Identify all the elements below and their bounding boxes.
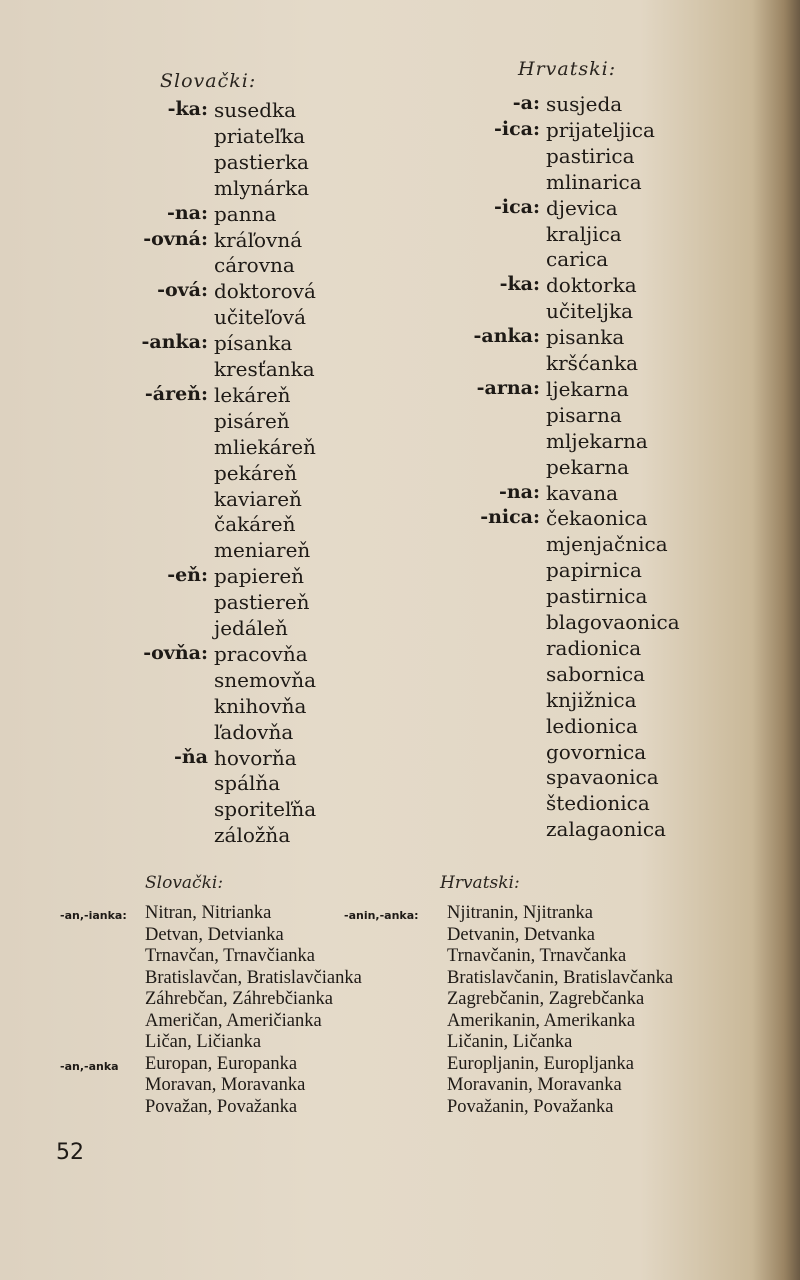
slovak-word: meniareň bbox=[214, 538, 311, 563]
croatian-suffix: -anka: bbox=[473, 325, 540, 348]
croatian-word: učiteljka bbox=[546, 299, 633, 324]
croatian-word: mlinarica bbox=[546, 169, 642, 194]
slovak-word: Detvan, Detvianka bbox=[145, 924, 284, 945]
croatian-word: papirnica bbox=[546, 558, 642, 583]
slovak-word: Ličan, Ličianka bbox=[145, 1032, 262, 1052]
croatian-word: pekarna bbox=[546, 454, 630, 479]
slovak-word: Záhrebčan, Záhrebčianka bbox=[145, 989, 333, 1009]
croatian-word: sabornica bbox=[546, 661, 645, 686]
slovak-suffix: -ka: bbox=[167, 98, 208, 120]
slovak-suffix: -an,-ianka: bbox=[60, 909, 127, 922]
croatian-word: mljekarna bbox=[546, 428, 648, 453]
slovak-word: záložňa bbox=[214, 823, 291, 848]
slovak-suffix: -áreň: bbox=[144, 382, 208, 405]
page-number: 52 bbox=[56, 1140, 84, 1165]
croatian-suffix: -na: bbox=[498, 480, 540, 503]
croatian-word: susjeda bbox=[546, 92, 623, 116]
slovak-word: Nitran, Nitrianka bbox=[145, 903, 272, 923]
slovak-suffix: -na: bbox=[166, 201, 208, 224]
slovak-word: cárovna bbox=[214, 253, 295, 278]
slovak-word: snemovňa bbox=[214, 667, 317, 692]
slovak-word: knihovňa bbox=[214, 693, 307, 718]
croatian-word: govornica bbox=[546, 739, 647, 764]
slovak-word: pekáreň bbox=[214, 460, 297, 485]
croatian-suffix: -arna: bbox=[476, 376, 540, 399]
slovak-word: Američan, Američianka bbox=[145, 1010, 322, 1031]
croatian-word: kraljica bbox=[546, 221, 622, 246]
slovak-word: sporiteľňa bbox=[214, 797, 317, 822]
croatian-word: štedionica bbox=[546, 791, 650, 816]
table1-left-title: Slovački: bbox=[160, 70, 257, 92]
slovak-suffix: -ňa bbox=[173, 745, 208, 768]
croatian-word: zalagaonica bbox=[546, 817, 666, 842]
slovak-word: Považan, Považanka bbox=[145, 1096, 298, 1117]
slovak-word: mlynárka bbox=[214, 175, 310, 200]
table2-left-title: Slovački: bbox=[145, 873, 224, 893]
croatian-word: Bratislavčanin, Bratislavčanka bbox=[447, 967, 674, 988]
croatian-word: pisanka bbox=[546, 325, 625, 350]
croatian-word: pisarna bbox=[546, 402, 622, 427]
croatian-word: blagovaonica bbox=[546, 610, 680, 634]
croatian-word: kavana bbox=[546, 480, 619, 505]
slovak-word: pracovňa bbox=[214, 641, 308, 666]
slovak-word: učiteľová bbox=[214, 305, 307, 330]
croatian-word: radionica bbox=[546, 635, 642, 660]
croatian-word: pastirnica bbox=[546, 584, 648, 609]
table2-right-title: Hrvatski: bbox=[440, 873, 520, 893]
slovak-suffix: -eň: bbox=[167, 564, 208, 587]
croatian-word: Amerikanin, Amerikanka bbox=[447, 1010, 636, 1031]
slovak-word: kaviareň bbox=[214, 486, 302, 511]
croatian-word: Detvanin, Detvanka bbox=[447, 924, 595, 945]
croatian-word: djevica bbox=[546, 195, 618, 220]
croatian-word: ledionica bbox=[546, 713, 638, 738]
slovak-word: mliekáreň bbox=[214, 434, 316, 459]
croatian-word: knjižnica bbox=[546, 687, 637, 712]
slovak-word: pisáreň bbox=[214, 408, 290, 433]
slovak-suffix: -an,-anka bbox=[60, 1059, 119, 1073]
croatian-word: kršćanka bbox=[546, 351, 638, 375]
croatian-word: Zagrebčanin, Zagrebčanka bbox=[447, 989, 645, 1009]
slovak-suffix: -ovná: bbox=[143, 227, 208, 250]
slovak-suffix: -ová: bbox=[157, 279, 208, 302]
slovak-word: lekáreň bbox=[214, 382, 291, 407]
slovak-word: Europan, Europanka bbox=[145, 1053, 298, 1074]
croatian-word: Europljanin, Europljanka bbox=[447, 1053, 635, 1074]
croatian-word: ljekarna bbox=[546, 376, 629, 401]
slovak-word: Moravan, Moravanka bbox=[145, 1075, 306, 1095]
slovak-word: pastiereň bbox=[214, 590, 310, 615]
croatian-suffix: -ica: bbox=[494, 195, 540, 218]
croatian-word: prijateljica bbox=[546, 117, 655, 142]
slovak-word: papiereň bbox=[214, 564, 305, 589]
slovak-word: Bratislavčan, Bratislavčianka bbox=[145, 967, 362, 988]
croatian-word: pastirica bbox=[546, 143, 635, 168]
slovak-word: doktorová bbox=[214, 279, 316, 304]
table1-right-title: Hrvatski: bbox=[518, 58, 617, 80]
croatian-suffix: -ica: bbox=[494, 117, 540, 140]
croatian-word: Njitranin, Njitranka bbox=[447, 903, 593, 923]
slovak-word: jedáleň bbox=[214, 616, 288, 640]
slovak-word: kráľovná bbox=[214, 227, 303, 252]
croatian-word: Moravanin, Moravanka bbox=[447, 1075, 622, 1095]
slovak-word: čakáreň bbox=[214, 512, 296, 537]
slovak-word: panna bbox=[214, 201, 277, 226]
slovak-word: pastierka bbox=[214, 149, 309, 174]
slovak-word: kresťanka bbox=[214, 357, 315, 381]
croatian-word: Trnavčanin, Trnavčanka bbox=[447, 946, 627, 966]
croatian-word: Považanin, Považanka bbox=[447, 1096, 614, 1117]
slovak-word: susedka bbox=[214, 98, 297, 122]
croatian-word: čekaonica bbox=[546, 506, 648, 531]
croatian-word: doktorka bbox=[546, 273, 637, 298]
slovak-word: spálňa bbox=[214, 771, 281, 796]
slovak-word: hovorňa bbox=[214, 745, 297, 770]
croatian-suffix: -a: bbox=[512, 92, 540, 114]
croatian-word: mjenjačnica bbox=[546, 532, 668, 557]
slovak-suffix: -anka: bbox=[141, 331, 208, 354]
slovak-word: písanka bbox=[214, 331, 293, 356]
croatian-word: spavaonica bbox=[546, 765, 659, 790]
croatian-suffix: -nica: bbox=[480, 506, 540, 529]
croatian-word: carica bbox=[546, 247, 609, 272]
slovak-word: ľadovňa bbox=[214, 719, 294, 744]
croatian-suffix: -ka: bbox=[499, 273, 540, 296]
slovak-word: priateľka bbox=[214, 123, 305, 148]
croatian-word: Ličanin, Ličanka bbox=[447, 1032, 573, 1052]
croatian-suffix: -anin,-anka: bbox=[344, 909, 419, 922]
slovak-suffix: -ovňa: bbox=[143, 641, 208, 664]
slovak-word: Trnavčan, Trnavčianka bbox=[145, 946, 315, 966]
